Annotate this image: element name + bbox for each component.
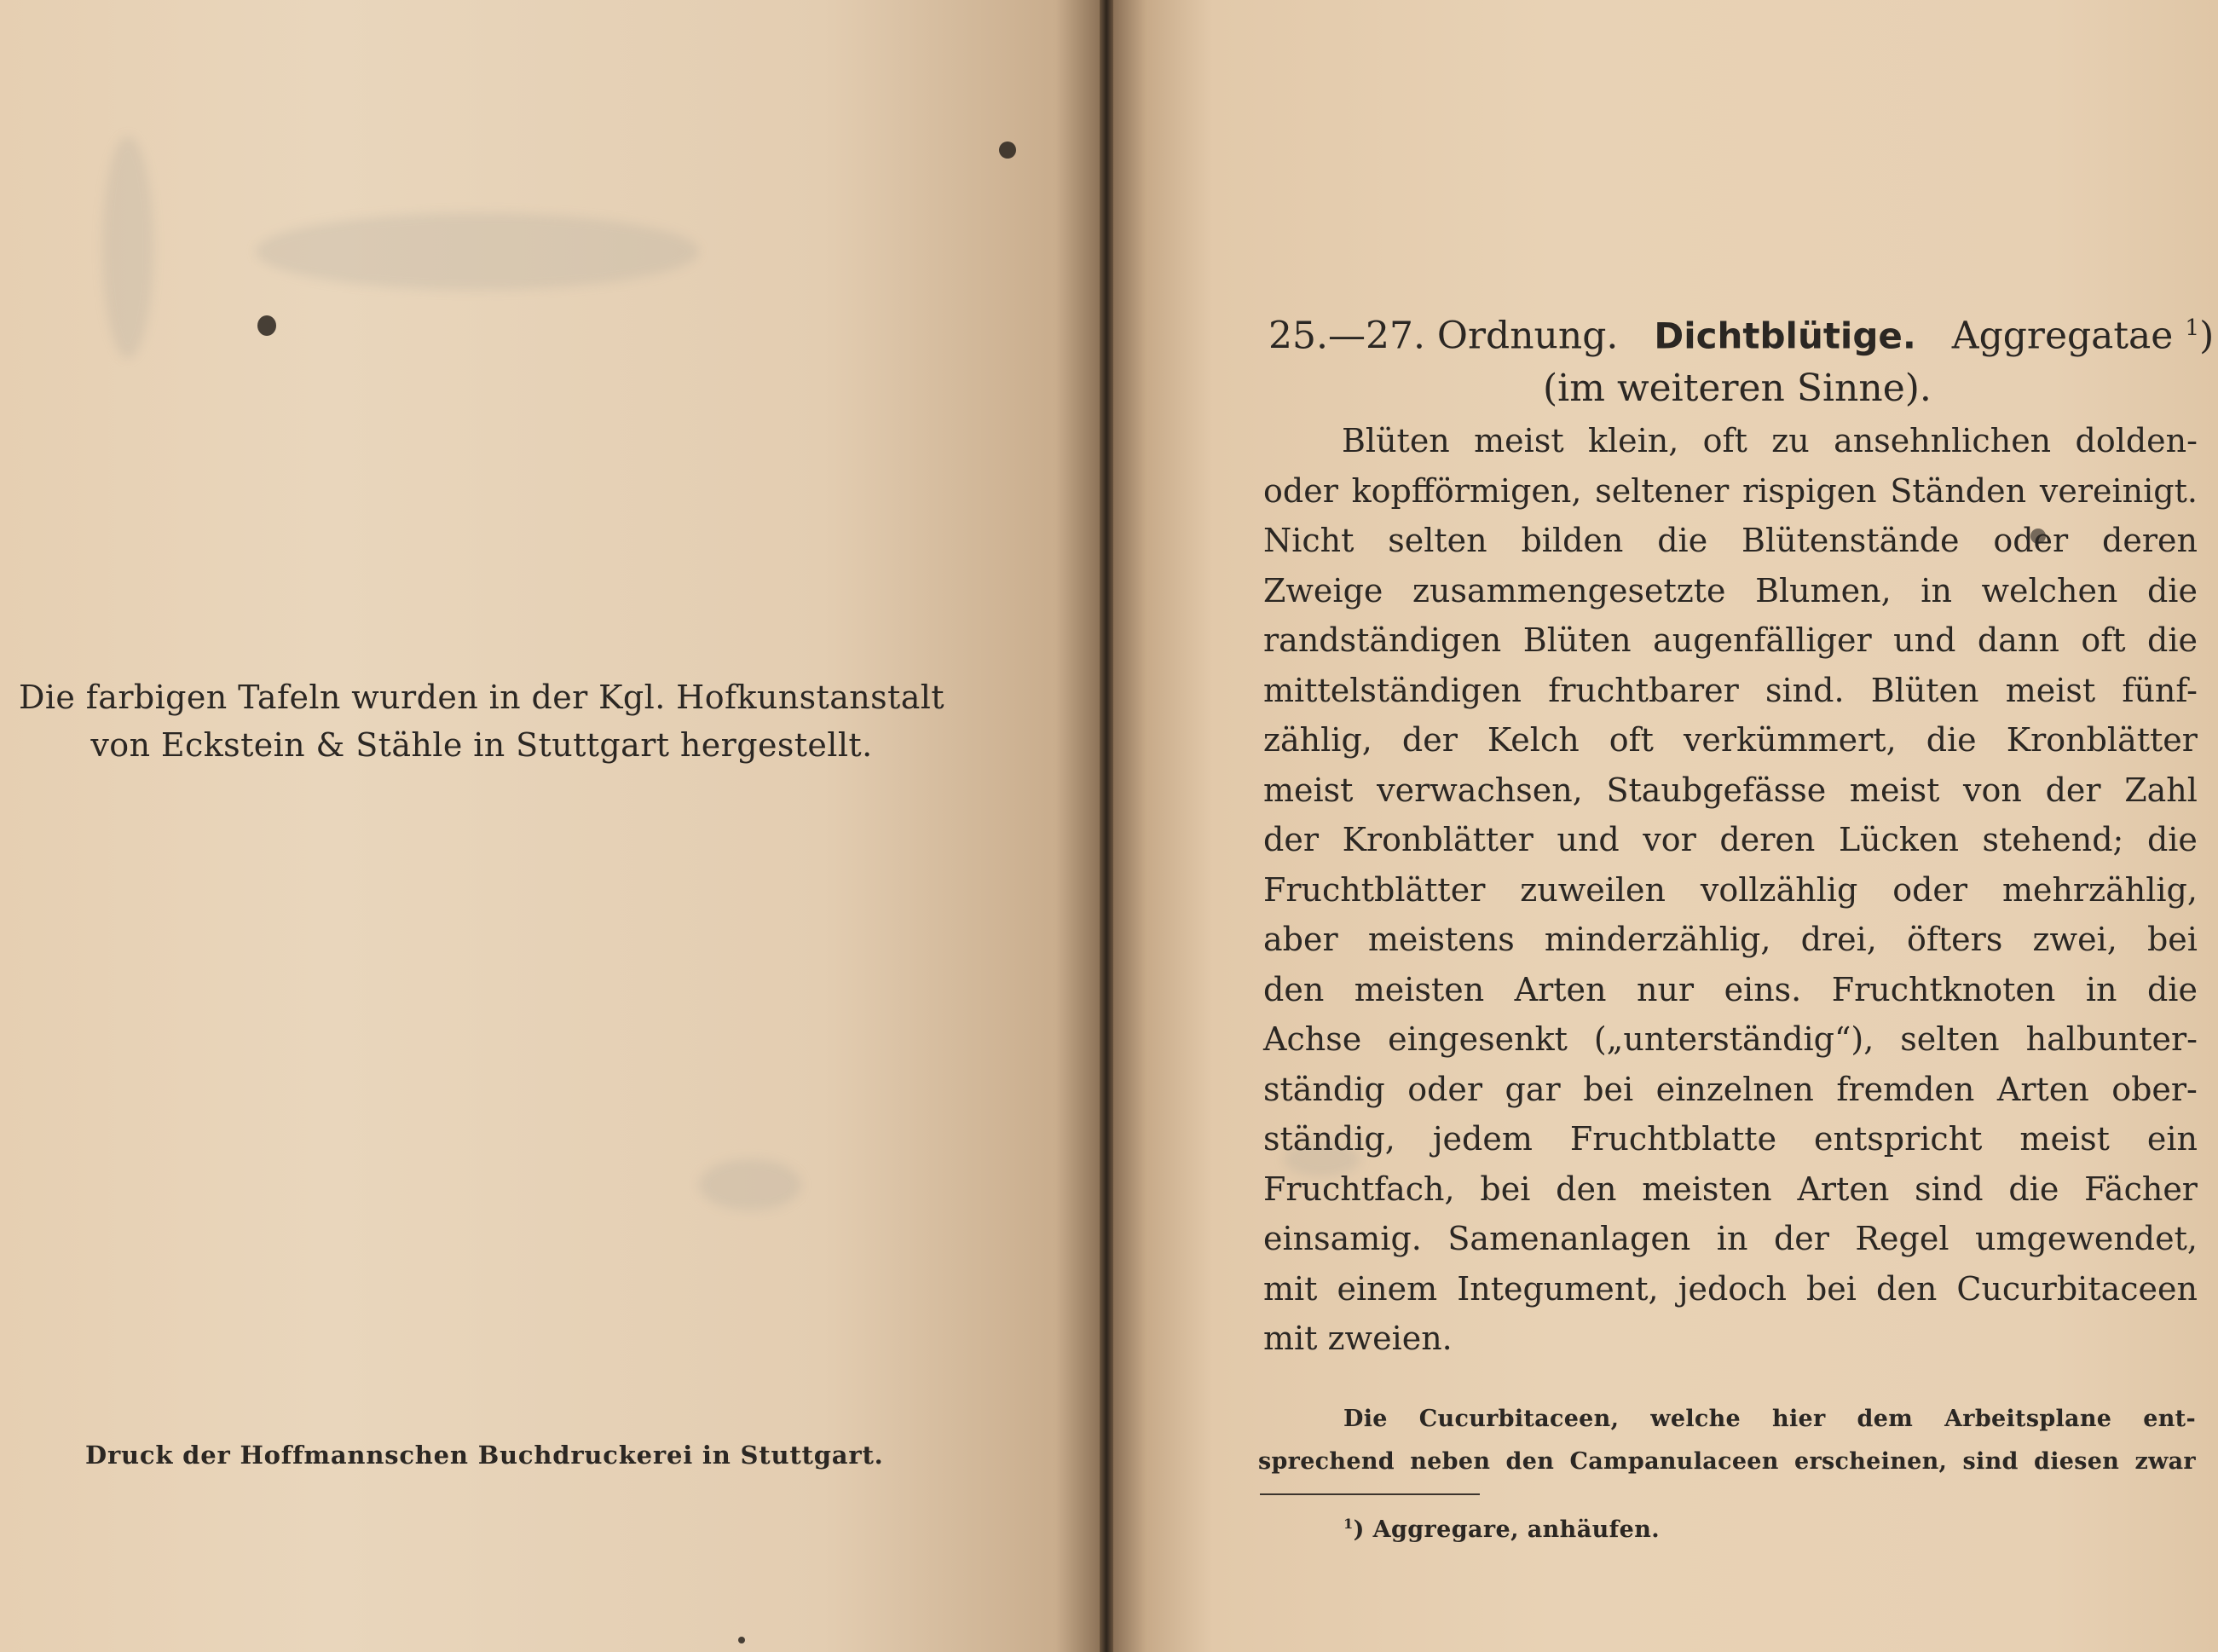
word: der <box>1401 721 1458 759</box>
word: ein <box>2146 1120 2198 1158</box>
word: Arten <box>1996 1070 2089 1108</box>
word: die <box>2147 621 2198 659</box>
body-line <box>1263 1114 2198 1164</box>
word: eingesenkt <box>1388 1020 1568 1058</box>
word: den <box>1556 1170 1617 1208</box>
word: sind. <box>1765 671 1845 709</box>
body-line <box>1263 416 2198 466</box>
word: ober- <box>2111 1070 2198 1108</box>
word: bilden <box>1521 522 1624 559</box>
note-line <box>1258 1441 2196 1483</box>
word: die <box>1926 721 1977 759</box>
word: Kronblätter <box>2006 721 2198 759</box>
word: halbunter- <box>2025 1020 2198 1058</box>
body-line <box>1263 615 2198 666</box>
order-latin-name: Aggregatae <box>1951 314 2174 358</box>
word: diesen <box>2034 1448 2120 1475</box>
word: ent- <box>2143 1406 2196 1432</box>
body-line: mit zweien. <box>1263 1320 1453 1357</box>
word: einsamig. <box>1263 1220 1422 1257</box>
word: bei <box>1805 1269 1857 1308</box>
word: Ständen <box>1890 471 2027 510</box>
word: Blumen, <box>1755 571 1892 609</box>
word: zwar <box>2134 1448 2196 1475</box>
word: die <box>1657 522 1708 559</box>
word: gar <box>1505 1070 1561 1108</box>
word: umgewendet, <box>1975 1220 2198 1257</box>
word: meistens <box>1367 921 1515 958</box>
order-number: 25.—27. Ordnung. <box>1268 314 1619 358</box>
word: Blüten <box>1342 422 1450 459</box>
word: („unterständig“), <box>1593 1020 1874 1058</box>
word: deren <box>2102 522 2198 559</box>
word: fremden <box>1836 1070 1975 1108</box>
word: Fächer <box>2084 1170 2198 1208</box>
word: Blütenstände <box>1741 522 1960 559</box>
word: selten <box>1388 522 1487 559</box>
word: die <box>2008 1170 2059 1208</box>
word: der <box>2045 771 2101 809</box>
footnote-rule <box>1260 1493 1480 1495</box>
word: den <box>1876 1269 1938 1308</box>
word: die <box>2146 970 2198 1008</box>
book-gutter <box>1100 0 1113 1652</box>
word: sprechend <box>1258 1448 1395 1475</box>
word: in <box>1921 571 1952 609</box>
word: zählig, <box>1263 721 1372 759</box>
word: in <box>1716 1220 1748 1257</box>
word: nur <box>1636 970 1695 1008</box>
word: dolden- <box>2075 422 2198 459</box>
word: welche <box>1650 1406 1741 1432</box>
word: verwachsen, <box>1377 771 1583 809</box>
word: oft <box>2081 621 2126 659</box>
word: Arbeitsplane <box>1944 1406 2112 1432</box>
word: bei <box>1583 1070 1634 1108</box>
word: vor <box>1643 821 1696 858</box>
word: bei <box>1480 1170 1531 1208</box>
body-line <box>1263 666 2198 716</box>
word: randständigen <box>1263 621 1502 659</box>
word: eins. <box>1724 970 1802 1008</box>
cucurbitaceae-note <box>1258 1398 2196 1483</box>
word: dem <box>1857 1406 1914 1432</box>
word: meist <box>1263 771 1354 809</box>
body-line <box>1263 865 2198 916</box>
word: oder <box>1263 471 1338 510</box>
word: der <box>1263 821 1319 858</box>
word: Integument, <box>1457 1269 1659 1308</box>
word: Fruchtfach, <box>1263 1170 1455 1208</box>
word: Fruchtblatte <box>1569 1120 1777 1158</box>
word: meisten <box>1354 970 1485 1008</box>
word: öfters <box>1906 921 2003 958</box>
word: stehend; <box>1982 821 2124 858</box>
word: die <box>2146 821 2198 858</box>
word: meisten <box>1642 1170 1772 1208</box>
word: Zahl <box>2124 771 2198 809</box>
word: aber <box>1263 921 1338 958</box>
note-line <box>1258 1398 2196 1441</box>
word: vereinigt. <box>2039 471 2198 510</box>
word: oder <box>1407 1070 1483 1108</box>
word: fruchtbarer <box>1548 671 1739 709</box>
word: meist <box>2019 1120 2110 1158</box>
word: meist <box>2005 671 2096 709</box>
word: Zweige <box>1263 571 1383 609</box>
word: dann <box>1977 621 2059 659</box>
word: augenfälliger <box>1653 621 1872 659</box>
word: kopfförmigen, <box>1351 471 1582 510</box>
word: jedem <box>1432 1120 1533 1158</box>
word: Arten <box>1797 1170 1890 1208</box>
word: bei <box>2146 921 2198 958</box>
word: zu <box>1771 422 1810 459</box>
word: oft <box>1609 721 1654 759</box>
word: sind <box>1962 1448 2019 1475</box>
word: seltener <box>1595 471 1730 510</box>
body-line <box>1263 715 2198 765</box>
word: einem <box>1337 1269 1438 1308</box>
body-line <box>1263 1214 2198 1264</box>
word: meist <box>1849 771 1940 809</box>
word: die <box>2146 571 2198 609</box>
word: Staubgefässe <box>1606 771 1827 809</box>
word: zwei, <box>2032 921 2117 958</box>
word: minderzählig, <box>1544 921 1771 958</box>
word: oft <box>1702 422 1747 459</box>
order-title: Dichtblütige. <box>1654 315 1916 357</box>
word: Regel <box>1855 1220 1949 1257</box>
word: den <box>1263 970 1325 1008</box>
word: klein, <box>1587 422 1679 459</box>
word: und <box>1557 821 1620 858</box>
imprint-line-2: von Eckstein & Stähle in Stuttgart hergestellt. <box>90 726 873 764</box>
word: selten <box>1900 1020 2000 1058</box>
word: mit <box>1263 1269 1318 1308</box>
word: drei, <box>1800 921 1877 958</box>
printer-note: Druck der Hoffmannschen Buchdruckerei in Stuttgart. <box>85 1441 884 1470</box>
word: entspricht <box>1814 1120 1983 1158</box>
word: in <box>2085 970 2117 1008</box>
word: deren <box>1719 821 1816 858</box>
word: oder <box>1993 522 2069 559</box>
order-heading <box>1268 303 2215 362</box>
body-line <box>1263 1164 2198 1215</box>
word: welchen <box>1981 571 2118 609</box>
word: Blüten <box>1870 671 1979 709</box>
word: hier <box>1772 1406 1826 1432</box>
word: mehrzählig, <box>2001 870 2198 909</box>
body-line <box>1263 965 2198 1015</box>
heading-footnote-paren: ) <box>2199 314 2215 358</box>
imprint-line-1: Die farbigen Tafeln wurden in der Kgl. Hofkunstanstalt <box>19 679 944 716</box>
word: meist <box>1474 422 1564 459</box>
word: neben <box>1410 1448 1491 1475</box>
word: Cucurbitaceen, <box>1418 1406 1620 1432</box>
body-line <box>1263 1065 2198 1115</box>
body-line <box>1263 915 2198 965</box>
body-line <box>1263 1264 2198 1314</box>
body-line <box>1263 815 2198 865</box>
word: mittelständigen <box>1263 671 1522 709</box>
word: Fruchtknoten <box>1831 970 2056 1008</box>
word: einzelnen <box>1655 1070 1814 1108</box>
word: sind <box>1915 1170 1984 1208</box>
word: oder <box>1892 870 1968 909</box>
word: Arten <box>1514 970 1607 1008</box>
word: Campanulaceen <box>1569 1448 1779 1475</box>
body-line <box>1263 765 2198 816</box>
heading-footnote-mark: 1 <box>2185 315 2200 341</box>
order-subtitle: (im weiteren Sinne). <box>1543 367 1932 410</box>
word: zuweilen <box>1520 870 1666 909</box>
body-line <box>1263 566 2198 616</box>
body-line <box>1263 516 2198 566</box>
word: Achse <box>1263 1020 1362 1058</box>
word: von <box>1963 771 2022 809</box>
word: ständig, <box>1263 1120 1395 1158</box>
word: vollzählig <box>1700 870 1858 909</box>
description-paragraph <box>1263 416 2198 1364</box>
word: Fruchtblätter <box>1263 870 1486 909</box>
word: Samenanlagen <box>1447 1220 1691 1257</box>
word: zusammengesetzte <box>1412 571 1726 609</box>
word: Nicht <box>1263 522 1354 559</box>
word: ansehnlichen <box>1834 422 2052 459</box>
word: der <box>1773 1220 1829 1257</box>
word: ständig <box>1263 1070 1385 1108</box>
footnote <box>1343 1516 1660 1543</box>
footnote-mark: 1 <box>1343 1516 1354 1532</box>
word: fünf- <box>2122 671 2198 709</box>
word: erscheinen, <box>1794 1448 1948 1475</box>
word: verkümmert, <box>1683 721 1897 759</box>
word: Blüten <box>1522 621 1632 659</box>
imprint-note <box>0 673 963 769</box>
left-page <box>0 0 1100 1652</box>
word: rispigen <box>1742 471 1877 510</box>
word: jedoch <box>1678 1269 1787 1308</box>
word: Cucurbitaceen <box>1956 1269 2198 1308</box>
word: Lücken <box>1838 821 1959 858</box>
body-line <box>1263 1014 2198 1065</box>
body-line <box>1263 466 2198 517</box>
word: und <box>1893 621 1956 659</box>
word: Die <box>1343 1406 1388 1432</box>
word: den <box>1505 1448 1555 1475</box>
footnote-text: ) Aggregare, anhäufen. <box>1353 1516 1661 1543</box>
word: Kronblätter <box>1342 821 1534 858</box>
word: Kelch <box>1487 721 1580 759</box>
